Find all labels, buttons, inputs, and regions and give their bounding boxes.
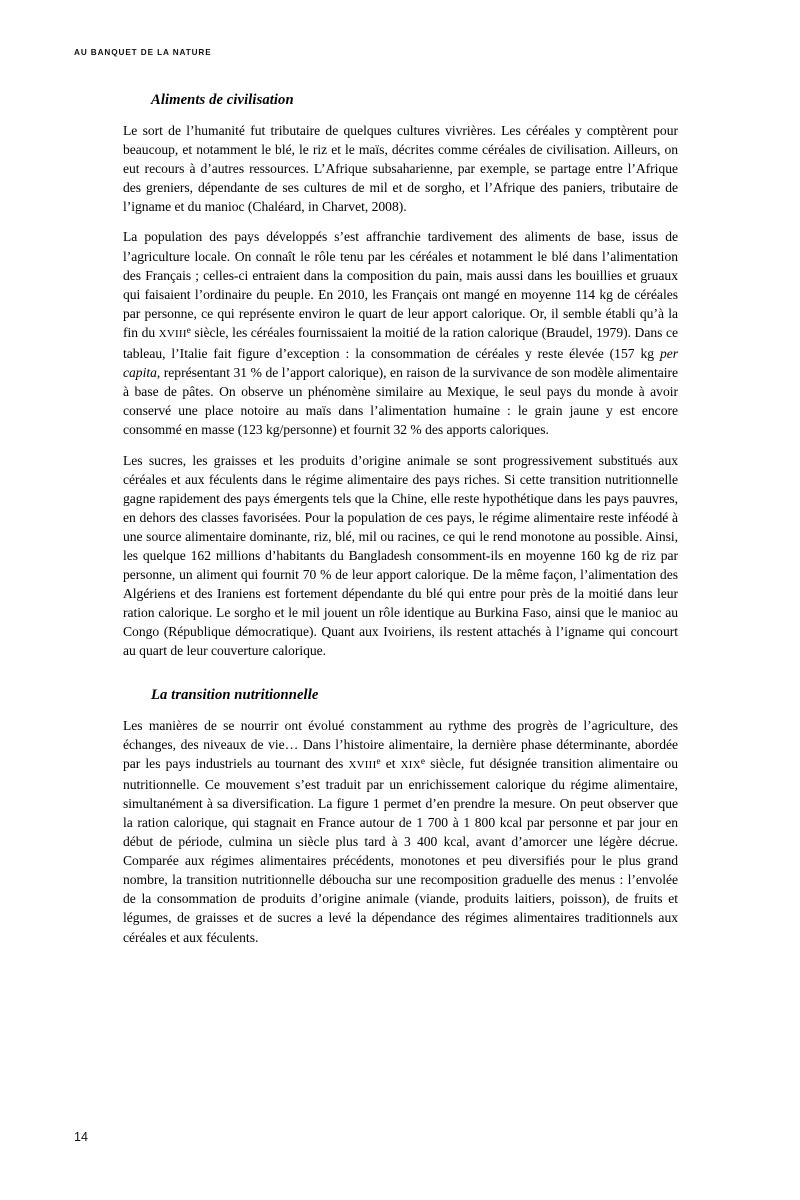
paragraph: Le sort de l’humanité fut tributaire de quelques cultures vivrières. Les céréales y comptèrent pour beaucoup, et notamment le blé, le riz et le maïs, décrites comme céréales de civilisation. Ailleurs, on eut recours à d’autres ressources. L’Afrique subsaharienne, par exemple, se partage entre l’Afrique des greniers, dépendante de ses cultures de mil et de sorgho, et l’Afrique des paniers, tributaire de l’igname et du manioc (Chaléard, in Charvet, 2008). <box>123 123 678 215</box>
paragraph: La population des pays développés s’est affranchie tardivement des aliments de base, issus de l’agriculture locale. On connaît le rôle tenu par les céréales et notamment le blé dans l’alimentation des Français ; celles-ci entraient dans la composition du pain, mais aussi dans les bouillies et gruaux qui faisaient l’ordinaire du peuple. En 2010, les Français ont mangé en moyenne 114 kg de céréales par personne, ce qui représente environ le quart de leur apport calorique. Or, il semble établi qu’à la fin du XVIIIe siècle, les céréales fournissaient la moitié de la ration calorique (Braudel, 1979). Dans ce tableau, l’Italie fait figure d’exception : la consommation de céréales y reste élevée (157 kg per capita, représentant 31 % de l’apport calorique), en raison de la survivance de son modèle alimentaire à base de pâtes. On observe un phénomène similaire au Mexique, le seul pays du monde à avoir conservé une place notoire au maïs dans l’alimentation humaine : le grain jaune y est encore consommé en masse (123 kg/personne) et fournit 32 % des apports caloriques. <box>123 229 678 438</box>
section-heading-aliments-de-civilisation: Aliments de civilisation <box>151 92 294 108</box>
paragraph: Les sucres, les graisses et les produits d’origine animale se sont progressivement substitués aux céréales et aux féculents dans le régime alimentaire des pays riches. Si cette transition nutritionnelle gagne rapidement des pays émergents tels que la Chine, elle reste hypothétique dans les pays pauvres, en dehors des classes favorisées. Pour la population de ces pays, le régime alimentaire reste inféodé à une source alimentaire dominante, riz, blé, mil ou racines, ce qui le rend monotone au possible. Ainsi, les quelque 162 millions d’habitants du Bangladesh consomment-ils en moyenne 160 kg de riz par personne, un aliment qui fournit 70 % de leur apport calorique. De la même façon, l’alimentation des Algériens et des Iraniens est fortement dépendante du blé qui entre pour près de la moitié dans leur ration calorique. Le sorgho et le mil jouent un rôle identique au Burkina Faso, ainsi que le manioc au Congo (République démocratique). Quant aux Ivoiriens, ils restent attachés à l’igname qui concourt au quart de leur couverture calorique. <box>123 452 678 659</box>
section-heading-la-transition-nutritionnelle: La transition nutritionnelle <box>151 686 319 703</box>
page-number: 14 <box>74 1130 88 1144</box>
page-body <box>123 92 678 947</box>
running-head: AU BANQUET DE LA NATURE <box>74 48 212 57</box>
paragraph: Les manières de se nourrir ont évolué constamment au rythme des progrès de l’agriculture, des échanges, des niveaux de vie… Dans l’histoire alimentaire, la dernière phase déterminante, abordée par les pays industriels au tournant des XVIIIe et XIXe siècle, fut désignée transition alimentaire ou nutritionnelle. Ce mouvement s’est traduit par un enrichissement calorique du régime alimentaire, simultanément à sa diversification. La figure 1 permet d’en prendre la mesure. On peut observer que la ration calorique, qui stagnait en France autour de 1 700 à 1 800 kcal par personne et par jour en début de période, culmina un siècle plus tard à 3 400 kcal, avant d’amorcer une légère décrue. Comparée aux régimes alimentaires précédents, monotones et peu diversifiés pour le plus grand nombre, la transition nutritionnelle déboucha sur une recomposition graduelle des menus : l’envolée de la consommation de produits d’origine animale (viande, produits laitiers, poisson), de fruits et légumes, de graisses et de sucres a levé la dépendance des régimes alimentaires traditionnels aux céréales et aux féculents. <box>123 717 678 945</box>
